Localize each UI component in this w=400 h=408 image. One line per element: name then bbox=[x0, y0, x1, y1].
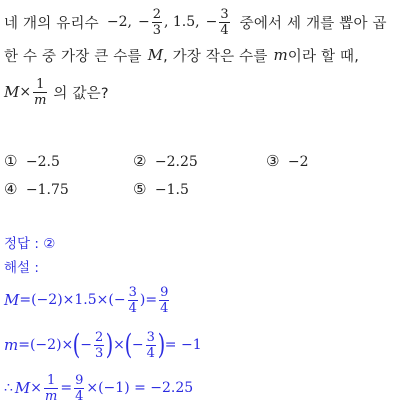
variable-M: M bbox=[147, 46, 164, 64]
fraction-denominator: 4 bbox=[160, 300, 169, 316]
fraction-denominator: 4 bbox=[146, 345, 155, 361]
choice-value: −2.5 bbox=[25, 154, 60, 170]
fraction-nine-quarters bbox=[74, 373, 84, 404]
choice-5[interactable] bbox=[133, 180, 189, 198]
choice-value: −2 bbox=[287, 154, 309, 170]
fraction-nine-quarters bbox=[159, 285, 169, 316]
fraction-denominator: m bbox=[34, 92, 47, 108]
choice-2[interactable] bbox=[133, 152, 198, 170]
solution-line-3 bbox=[4, 368, 193, 408]
variable-m: m bbox=[273, 46, 288, 64]
fraction-denominator: 4 bbox=[128, 300, 137, 316]
choice-4[interactable] bbox=[4, 180, 69, 198]
fraction-denominator: 4 bbox=[220, 22, 229, 38]
answer-label: 정답 : ② bbox=[4, 236, 56, 252]
fraction-one-over-m bbox=[44, 373, 58, 404]
number-neg-two: −2, bbox=[106, 14, 132, 30]
fraction-numerator: 3 bbox=[146, 329, 155, 345]
left-parenthesis: ( bbox=[124, 328, 133, 361]
choice-value: −1.75 bbox=[25, 182, 69, 198]
fraction-numerator: 2 bbox=[152, 6, 161, 22]
minus-sign: − bbox=[80, 337, 92, 353]
fraction-two-thirds bbox=[94, 330, 104, 361]
solution-expression: )= bbox=[139, 292, 158, 308]
explanation-label: 해설 : bbox=[4, 260, 39, 276]
question-line-3 bbox=[4, 72, 109, 112]
solution-line-1 bbox=[4, 280, 171, 320]
fraction-three-quarters bbox=[146, 330, 156, 361]
question-line-1 bbox=[4, 2, 387, 42]
fraction-denominator: 3 bbox=[94, 345, 104, 361]
right-parenthesis: ) bbox=[105, 328, 114, 361]
equals-sign: = bbox=[60, 380, 73, 396]
question-text-3: 의 값은? bbox=[53, 85, 109, 102]
fraction-three-quarters bbox=[128, 285, 138, 316]
choice-mark: ③ bbox=[266, 152, 280, 170]
choice-value: −2.25 bbox=[154, 154, 198, 170]
minus-sign: − bbox=[137, 14, 150, 30]
question-text-2b: , 가장 작은 수를 bbox=[163, 48, 268, 65]
choice-3[interactable] bbox=[266, 152, 309, 170]
fraction-denominator: 3 bbox=[152, 22, 161, 38]
fraction-numerator: 1 bbox=[47, 372, 56, 388]
solution-expression: ×(−1) = −2.25 bbox=[86, 380, 194, 396]
fraction-numerator: 3 bbox=[128, 284, 137, 300]
minus-sign: − bbox=[205, 14, 218, 30]
fraction-numerator: 3 bbox=[220, 6, 229, 22]
left-parenthesis: ( bbox=[72, 328, 81, 361]
fraction-denominator: 4 bbox=[75, 388, 84, 404]
choice-mark: ① bbox=[4, 152, 18, 170]
solution-line-2 bbox=[4, 324, 202, 366]
fraction-numerator: 9 bbox=[160, 284, 169, 300]
therefore-symbol: ∴ bbox=[4, 380, 13, 396]
variable-m: m bbox=[4, 336, 19, 354]
variable-M: M bbox=[4, 291, 20, 309]
fraction-numerator: 9 bbox=[75, 372, 84, 388]
fraction-denominator: m bbox=[45, 388, 58, 404]
fraction-three-quarters bbox=[219, 7, 229, 38]
choice-mark: ④ bbox=[4, 180, 18, 198]
choice-value: −1.5 bbox=[154, 182, 189, 198]
right-parenthesis: ) bbox=[157, 328, 166, 361]
question-text-1b: 중에서 세 개를 뽑아 곱 bbox=[239, 15, 387, 32]
question-text-2c: 이라 할 때, bbox=[287, 48, 360, 65]
choice-mark: ② bbox=[133, 152, 147, 170]
solution-expression: =(−2)× bbox=[18, 337, 74, 353]
variable-M: M bbox=[4, 83, 20, 101]
question-text-2a: 한 수 중 가장 큰 수를 bbox=[4, 48, 142, 65]
fraction-numerator: 1 bbox=[36, 76, 45, 92]
question-line-2 bbox=[4, 44, 359, 66]
fraction-one-over-m bbox=[33, 77, 47, 108]
choice-mark: ⑤ bbox=[133, 180, 147, 198]
solution-expression: =(−2)×1.5×(− bbox=[19, 292, 126, 308]
times-sign: × bbox=[19, 84, 32, 100]
fraction-two-thirds bbox=[152, 7, 162, 38]
minus-sign: − bbox=[131, 337, 144, 353]
number-one-point-five: , 1.5, bbox=[163, 14, 200, 30]
fraction-numerator: 2 bbox=[94, 329, 104, 345]
solution-expression: = −1 bbox=[164, 337, 202, 353]
times-sign: × bbox=[30, 380, 43, 396]
choice-1[interactable] bbox=[4, 152, 60, 170]
question-text-1a: 네 개의 유리수 bbox=[4, 15, 99, 32]
variable-M: M bbox=[14, 379, 31, 397]
times-sign: × bbox=[113, 337, 125, 353]
